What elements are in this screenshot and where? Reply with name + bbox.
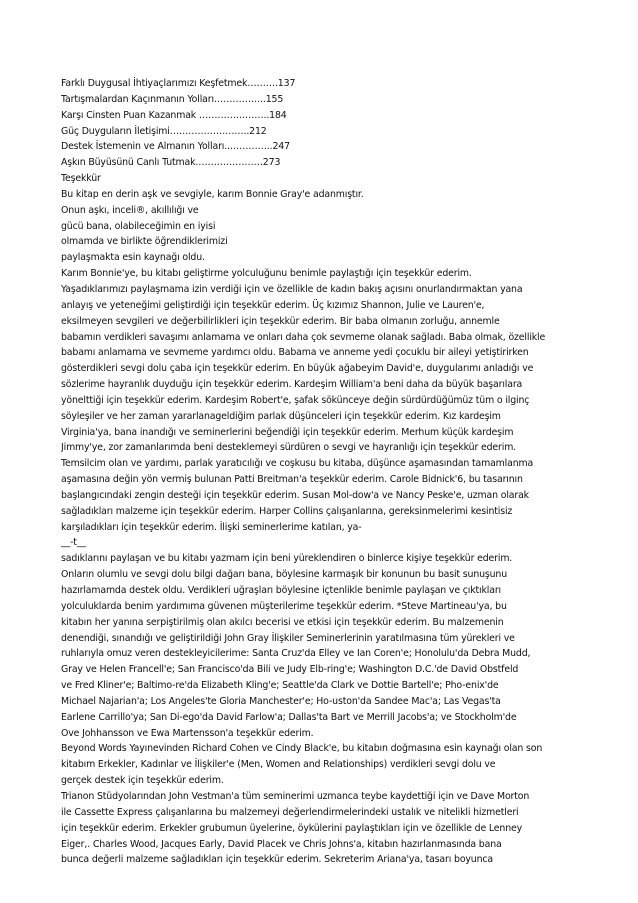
body-text-line: için teşekkür ederim. Erkekler grubumun üyelerine, öykülerini paylaştıkları için ve özellikle de Lenney (61, 822, 523, 834)
body-text-line: ve Fred Kliner'e; Baltimo-re'da Elizabeth Kling'e; Seattle'da Clark ve Dottie Bartell'e; Pho-enix'de (61, 680, 499, 692)
dedication-line: paylaşmakta esin kaynağı oldu. (61, 252, 205, 264)
body-text-line: Onların olumlu ve sevgi dolu bilgi dağarı bana, böylesine karmaşık bir konunun bu basit sunuşunu (61, 569, 508, 581)
body-text-line: Jimmy'ye, zor zamanlarımda beni desteklemeyi sürdüren o sevgi ve hayranlığı için teşekkür ederim. (61, 442, 517, 454)
dedication-line: gücü bana, olabileceğimin en iyisi (61, 220, 216, 232)
body-text-line: Temsilcim olan ve yardımı, parlak yaratıcılığı ve coşkusu bu kitaba, düşünce aşamasından tamamlanma (61, 458, 534, 470)
body-text-line: karşıladıkları için teşekkür ederim. İlişki seminerlerime katılan, ya- (61, 521, 362, 533)
body-text-line: Earlene Carrillo'ya; San Di-ego'da David Farlow'a; Dallas'ta Bart ve Merrill Jacobs'a; ve Stockholm'de (61, 711, 517, 723)
dedication-line: Onun aşkı, inceli®, akıllılığı ve (61, 204, 199, 216)
body-text-line: Yaşadıklarımızı paylaşmama izin verdiği için ve özellikle de kadın bakış açısını onurlandırmaktan yana (61, 283, 523, 295)
body-text-line: babamı anlamama ve sevmeme yardımcı oldu. Babama ve anneme yedi çocuklu bir aileyi yetiştirirken (61, 347, 529, 359)
body-text-line: yönelttiği için teşekkür ederim. Kardeşim Robert'e, şafak sökünceye değin sürdürdüğümüz tüm o ilginç (61, 394, 530, 406)
body-text-line: anlayış ve yeteneğimi geliştirdiği için teşekkür ederim. Üç kızımız Shannon, Julie ve Lauren'e, (61, 299, 485, 311)
body-text-line: sağladıkları malzeme için teşekkür ederim. Harper Collins çalışanlarına, gereksinmelerimi kesintisiz (61, 505, 513, 517)
body-text-line: Eiger,. Charles Wood, Jacques Early, David Placek ve Chris Johns'a, kitabın hazırlanmasında bana (61, 838, 502, 850)
toc-line: Aşkın Büyüsünü Canlı Tutmak.…………………273 (61, 157, 281, 169)
body-text-line: kitabım Erkekler, Kadınlar ve İlişkiler'e (Men, Women and Relationships) verdikleri sevgi dolu ve (61, 759, 496, 771)
body-text-line: gerçek destek için teşekkür ederim. (61, 775, 224, 787)
body-text-line: hazırlamamda destek oldu. Verdikleri uğraşları böylesine içtenlikle benimle paylaşan ve çıktıkları (61, 585, 501, 596)
toc-line: Destek İstemenin ve Almanın Yolları..…………..247 (61, 141, 290, 153)
toc-line: Güç Duyguların İletişimi……………………..212 (61, 125, 267, 137)
body-text-line: ile Cassette Express çalışanlarına bu malzemeyi değerlendirmelerindeki ustalık ve nitelikli hizmetleri (61, 806, 519, 818)
body-text-line: başlangıcındaki zengin desteği için teşekkür ederim. Susan Mol-dow'a ve Nancy Peske'e, uzman olarak (61, 489, 529, 501)
body-text-line: ruhlarıyla omuz veren destekleyicilerime: Santa Cruz'da Elley ve Ian Coren'e; Honolulu'da Debra Mudd, (61, 648, 531, 660)
section-heading: Teşekkür (61, 173, 101, 185)
body-text-line: denendiği, sınandığı ve geliştirildiği John Gray İlişkiler Seminerlerinin yaratılmasına tüm yürekleri ve (61, 632, 515, 644)
dedication-line: olmamda ve birlikte öğrendiklerimizi (61, 236, 228, 248)
body-text-line: aşamasına değin yön vermiş bulunan Patti Breitman'a teşekkür ederim. Carole Bidnick'6, bu tasarının (61, 474, 523, 486)
dedication-line: Bu kitap en derin aşk ve sevgiyle, karım Bonnie Gray'e adanmıştır. (61, 188, 364, 200)
body-text-line: söyleşiler ve her zaman yararlanageldiğim parlak düşünceleri için teşekkür ederim. Kız kardeşim (61, 410, 501, 422)
body-text-line: sözlerime hayranlık duyduğu için teşekkür ederim. Kardeşim William'a beni daha da büyük başarılara (61, 379, 523, 391)
body-text-line: sadıklarını paylaşan ve bu kitabı yazmam için beni yüreklendiren o binlerce kişiye teşekkür ederim. (61, 553, 513, 565)
body-text-line: Michael Najarian'a; Los Angeles'te Gloria Manchester'e; Ho-uston'da Sandee Mac'a; Las Vegas'ta (61, 695, 501, 707)
body-text-line: kitabın her yanına serpiştirilmiş olan akılcı becerisi ve etkisi için teşekkür ederim. Bu malzemenin (61, 616, 504, 628)
toc-line: Farklı Duygusal İhtiyaçlarımızı Keşfetmek……….137 (61, 78, 296, 89)
body-text-line: babamın verdikleri savaşımı anlamama ve onları daha çok sevmeme olanak sağladı. Baba olmak, özellikle (61, 331, 546, 343)
body-text-line: Trianon Stüdyolarından John Vestman'a tüm seminerimi uzmanca teybe kaydettiği için ve Dave Morton (61, 790, 530, 802)
toc-line: Karşı Cinsten Puan Kazanmak …………………..184 (61, 109, 287, 121)
body-text-line: Ove Johhansson ve Ewa Martensson'a teşekkür ederim. (61, 727, 314, 739)
body-text-line: eksilmeyen sevgileri ve değerbilirlikleri için teşekkür ederim. Bir baba olmanın zorluğu, annemle (61, 315, 500, 327)
body-text-line: bunca değerli malzeme sağladıkları için teşekkür ederim. Sekreterim Ariana'ya, tasarı boyunca (61, 854, 493, 866)
toc-line: Tartışmalardan Kaçınmanın Yolları……………..155 (61, 93, 284, 105)
body-text-line: yolculuklarda benim yardımıma güvenen müşterilerime teşekkür ederim. *Steve Martineau'ya, bu (61, 600, 507, 612)
body-text-line: Virginia'ya, bana inandığı ve seminerlerini beğendiği için teşekkür ederim. Merhum küçük kardeşim (61, 426, 514, 438)
document-page (61, 76, 583, 868)
body-text-line: Gray ve Helen Francell'e; San Francisco'da Bili ve Judy Elb-ring'e; Washington D.C.'de David Obstfeld (61, 664, 519, 676)
body-text-line: Karım Bonnie'ye, bu kitabı geliştirme yolculuğunu benimle paylaştığı için teşekkür ederim. (61, 268, 472, 280)
body-text-line: Beyond Words Yayınevinden Richard Cohen ve Cindy Black'e, bu kitabın doğmasına esin kaynağı olan son (61, 743, 543, 755)
page-break-mark: __-t__ (61, 537, 86, 549)
body-text-line: gösterdikleri sevgi dolu çaba için teşekkür ederim. En büyük ağabeyim David'e, duygularımı anladığı ve (61, 363, 534, 375)
